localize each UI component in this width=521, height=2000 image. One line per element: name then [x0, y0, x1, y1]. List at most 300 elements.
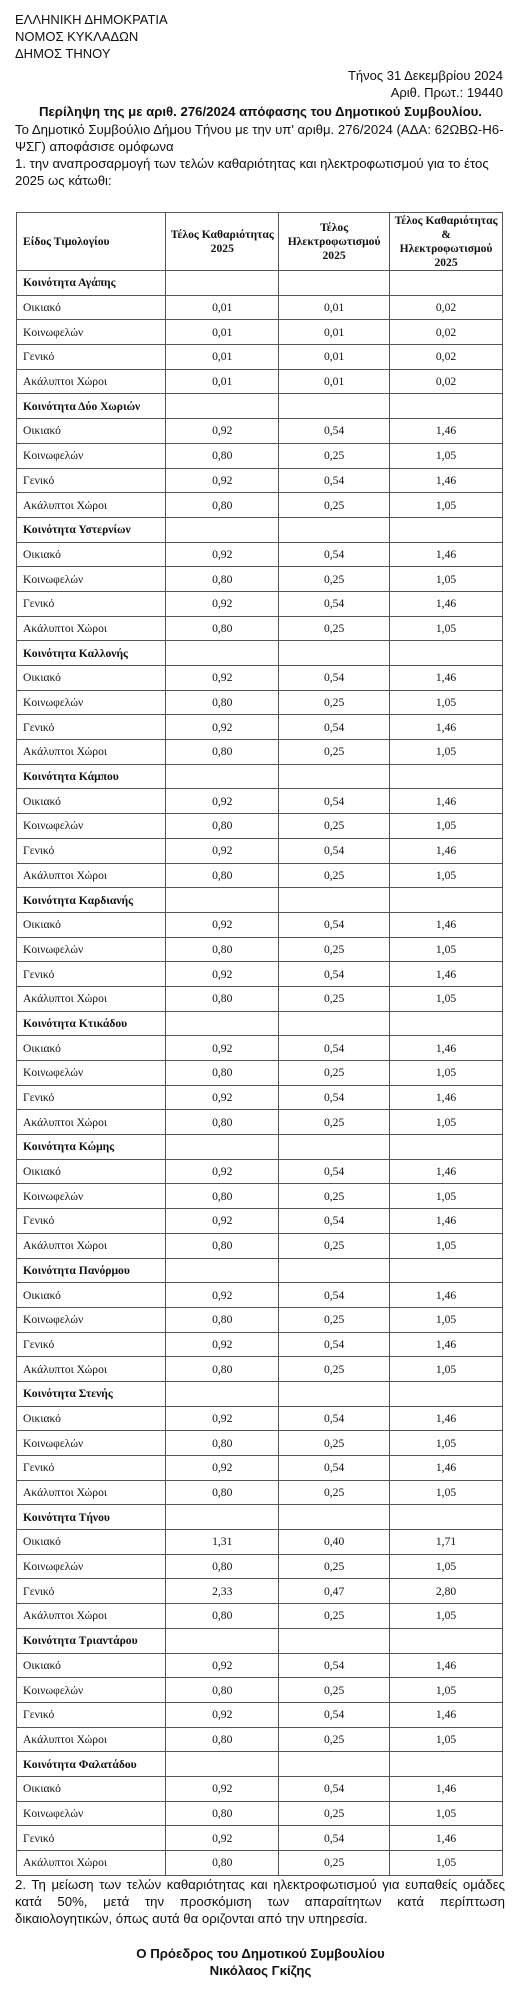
table-row [17, 740, 503, 765]
cleaning-fee-cell: 0,01 [166, 345, 279, 370]
table-row [17, 962, 503, 987]
cleaning-fee-cell: 0,80 [166, 937, 279, 962]
tariff-type-cell: Ακάλυπτοι Χώροι [17, 740, 166, 765]
empty-cell [390, 517, 503, 542]
combined-fee-cell: 1,46 [390, 1456, 503, 1481]
empty-cell [166, 1628, 279, 1653]
lighting-fee-cell: 0,25 [279, 1851, 390, 1876]
combined-fee-cell: 1,46 [390, 1159, 503, 1184]
combined-fee-cell: 1,46 [390, 1283, 503, 1308]
signature-block [0, 1945, 521, 1979]
empty-cell [166, 1752, 279, 1777]
table-row [17, 1209, 503, 1234]
combined-fee-cell: 1,46 [390, 1653, 503, 1678]
cleaning-fee-cell: 0,80 [166, 616, 279, 641]
community-group-row [17, 1628, 503, 1653]
signatory-name: Νικόλαος Γκίζης [209, 1963, 312, 1978]
community-name: Κοινότητα Πανόρμου [17, 1258, 166, 1283]
community-name: Κοινότητα Κώμης [17, 1135, 166, 1160]
table-row [17, 1604, 503, 1629]
cleaning-fee-cell: 1,31 [166, 1530, 279, 1555]
cleaning-fee-cell: 0,92 [166, 715, 279, 740]
tariff-type-cell: Γενικό [17, 1702, 166, 1727]
table-row [17, 666, 503, 691]
cleaning-fee-cell: 0,80 [166, 690, 279, 715]
community-group-row [17, 394, 503, 419]
combined-fee-cell: 1,05 [390, 690, 503, 715]
lighting-fee-cell: 0,54 [279, 962, 390, 987]
lighting-fee-cell: 0,54 [279, 1036, 390, 1061]
community-name: Κοινότητα Στενής [17, 1381, 166, 1406]
tariff-type-cell: Κοινωφελών [17, 1678, 166, 1703]
header-lighting-fee: Τέλος Ηλεκτροφωτισμού 2025 [279, 213, 390, 271]
empty-cell [390, 1628, 503, 1653]
lighting-fee-cell: 0,25 [279, 443, 390, 468]
tariff-type-cell: Ακάλυπτοι Χώροι [17, 1233, 166, 1258]
table-row [17, 1110, 503, 1135]
lighting-fee-cell: 0,54 [279, 1159, 390, 1184]
empty-cell [279, 641, 390, 666]
combined-fee-cell: 1,05 [390, 937, 503, 962]
empty-cell [390, 1135, 503, 1160]
community-group-row [17, 1135, 503, 1160]
combined-fee-cell: 1,05 [390, 1110, 503, 1135]
combined-fee-cell: 1,46 [390, 542, 503, 567]
combined-fee-cell: 1,05 [390, 1061, 503, 1086]
table-row [17, 1036, 503, 1061]
cleaning-fee-cell: 0,80 [166, 1233, 279, 1258]
tariff-type-cell: Γενικό [17, 1579, 166, 1604]
community-name: Κοινότητα Υστερνίων [17, 517, 166, 542]
empty-cell [390, 764, 503, 789]
lighting-fee-cell: 0,54 [279, 1456, 390, 1481]
community-name: Κοινότητα Τήνου [17, 1505, 166, 1530]
empty-cell [166, 1505, 279, 1530]
intro-paragraph: Το Δημοτικό Συμβούλιο Δήμου Τήνου με την υπ' αριθμ. 276/2024 (ΑΔΑ: 62ΩΒΩ-Η6-ΨΣΓ) αποφάσισε ομόφωνα [15, 122, 504, 154]
cleaning-fee-cell: 0,92 [166, 1159, 279, 1184]
cleaning-fee-cell: 0,92 [166, 838, 279, 863]
table-row [17, 1159, 503, 1184]
cleaning-fee-cell: 0,80 [166, 1480, 279, 1505]
tariff-type-cell: Κοινωφελών [17, 690, 166, 715]
tariff-type-cell: Οικιακό [17, 1653, 166, 1678]
tariff-type-cell: Οικιακό [17, 666, 166, 691]
table-row [17, 419, 503, 444]
combined-fee-cell: 1,46 [390, 962, 503, 987]
empty-cell [166, 271, 279, 296]
cleaning-fee-cell: 0,92 [166, 1702, 279, 1727]
tariff-type-cell: Γενικό [17, 1456, 166, 1481]
empty-cell [279, 1752, 390, 1777]
combined-fee-cell: 1,05 [390, 1431, 503, 1456]
community-name: Κοινότητα Καρδιανής [17, 888, 166, 913]
community-name: Κοινότητα Κάμπου [17, 764, 166, 789]
empty-cell [390, 1258, 503, 1283]
tariff-type-cell: Ακάλυπτοι Χώροι [17, 493, 166, 518]
tariff-type-cell: Κοινωφελών [17, 1307, 166, 1332]
empty-cell [390, 1505, 503, 1530]
lighting-fee-cell: 0,54 [279, 1653, 390, 1678]
empty-cell [166, 517, 279, 542]
empty-cell [390, 888, 503, 913]
table-row [17, 369, 503, 394]
lighting-fee-cell: 0,54 [279, 715, 390, 740]
tariff-type-cell: Οικιακό [17, 1776, 166, 1801]
cleaning-fee-cell: 0,80 [166, 1554, 279, 1579]
empty-cell [166, 1258, 279, 1283]
community-name: Κοινότητα Δύο Χωριών [17, 394, 166, 419]
lighting-fee-cell: 0,40 [279, 1530, 390, 1555]
lighting-fee-cell: 0,25 [279, 1233, 390, 1258]
lighting-fee-cell: 0,25 [279, 814, 390, 839]
cleaning-fee-cell: 0,92 [166, 468, 279, 493]
fees-table-body [17, 271, 503, 1876]
combined-fee-cell: 1,46 [390, 591, 503, 616]
empty-cell [166, 641, 279, 666]
cleaning-fee-cell: 0,92 [166, 1209, 279, 1234]
table-row [17, 715, 503, 740]
community-group-row [17, 888, 503, 913]
cleaning-fee-cell: 0,92 [166, 1456, 279, 1481]
combined-fee-cell: 1,46 [390, 1036, 503, 1061]
combined-fee-cell: 1,05 [390, 1480, 503, 1505]
combined-fee-cell: 0,02 [390, 345, 503, 370]
table-row [17, 986, 503, 1011]
combined-fee-cell: 1,05 [390, 1184, 503, 1209]
cleaning-fee-cell: 0,80 [166, 814, 279, 839]
tariff-type-cell: Ακάλυπτοι Χώροι [17, 1727, 166, 1752]
combined-fee-cell: 1,05 [390, 567, 503, 592]
table-row [17, 1456, 503, 1481]
tariff-type-cell: Οικιακό [17, 789, 166, 814]
cleaning-fee-cell: 0,92 [166, 591, 279, 616]
header-cleaning-fee: Τέλος Καθαριότητας 2025 [166, 213, 279, 271]
community-name: Κοινότητα Αγάπης [17, 271, 166, 296]
empty-cell [390, 271, 503, 296]
table-row [17, 567, 503, 592]
lighting-fee-cell: 0,54 [279, 838, 390, 863]
community-name: Κοινότητα Τριαντάρου [17, 1628, 166, 1653]
tariff-type-cell: Γενικό [17, 1332, 166, 1357]
tariff-type-cell: Κοινωφελών [17, 1801, 166, 1826]
empty-cell [166, 1381, 279, 1406]
tariff-type-cell: Οικιακό [17, 295, 166, 320]
empty-cell [390, 1381, 503, 1406]
cleaning-fee-cell: 0,80 [166, 1678, 279, 1703]
table-row [17, 542, 503, 567]
table-row [17, 1283, 503, 1308]
lighting-fee-cell: 0,01 [279, 345, 390, 370]
lighting-fee-cell: 0,25 [279, 690, 390, 715]
cleaning-fee-cell: 0,92 [166, 419, 279, 444]
combined-fee-cell: 1,05 [390, 1307, 503, 1332]
tariff-type-cell: Γενικό [17, 1826, 166, 1851]
cleaning-fee-cell: 0,92 [166, 962, 279, 987]
combined-fee-cell: 1,46 [390, 912, 503, 937]
combined-fee-cell: 1,46 [390, 1702, 503, 1727]
cleaning-fee-cell: 0,80 [166, 567, 279, 592]
empty-cell [279, 1628, 390, 1653]
fees-table [16, 212, 503, 1876]
community-group-row [17, 764, 503, 789]
combined-fee-cell: 1,05 [390, 443, 503, 468]
community-group-row [17, 1258, 503, 1283]
header-combined-fee: Τέλος Καθαριότητας & Ηλεκτροφωτισμού 2025 [390, 213, 503, 271]
combined-fee-cell: 1,05 [390, 1554, 503, 1579]
lighting-fee-cell: 0,25 [279, 493, 390, 518]
lighting-fee-cell: 0,54 [279, 789, 390, 814]
lighting-fee-cell: 0,25 [279, 1480, 390, 1505]
community-name: Κοινότητα Φαλατάδου [17, 1752, 166, 1777]
empty-cell [390, 641, 503, 666]
lighting-fee-cell: 0,54 [279, 542, 390, 567]
cleaning-fee-cell: 0,80 [166, 1110, 279, 1135]
combined-fee-cell: 1,46 [390, 666, 503, 691]
lighting-fee-cell: 0,25 [279, 1357, 390, 1382]
combined-fee-cell: 1,05 [390, 986, 503, 1011]
table-row [17, 1826, 503, 1851]
cleaning-fee-cell: 0,92 [166, 789, 279, 814]
table-row [17, 493, 503, 518]
table-row [17, 320, 503, 345]
combined-fee-cell: 1,05 [390, 740, 503, 765]
lighting-fee-cell: 0,54 [279, 666, 390, 691]
cleaning-fee-cell: 0,80 [166, 1431, 279, 1456]
combined-fee-cell: 1,05 [390, 1357, 503, 1382]
cleaning-fee-cell: 0,80 [166, 1307, 279, 1332]
table-row [17, 1184, 503, 1209]
header-line-country: ΕΛΛΗΝΙΚΗ ΔΗΜΟΚΡΑΤΙΑ [15, 12, 168, 27]
table-row [17, 814, 503, 839]
combined-fee-cell: 1,46 [390, 1085, 503, 1110]
combined-fee-cell: 1,71 [390, 1530, 503, 1555]
cleaning-fee-cell: 0,80 [166, 863, 279, 888]
tariff-type-cell: Οικιακό [17, 1159, 166, 1184]
community-group-row [17, 1752, 503, 1777]
table-row [17, 1085, 503, 1110]
community-group-row [17, 271, 503, 296]
table-row [17, 1727, 503, 1752]
table-row [17, 1061, 503, 1086]
lighting-fee-cell: 0,47 [279, 1579, 390, 1604]
empty-cell [279, 1135, 390, 1160]
header-line-prefecture: ΝΟΜΟΣ ΚΥΚΛΑΔΩΝ [15, 29, 139, 44]
tariff-type-cell: Οικιακό [17, 912, 166, 937]
lighting-fee-cell: 0,25 [279, 567, 390, 592]
table-row [17, 443, 503, 468]
lighting-fee-cell: 0,25 [279, 740, 390, 765]
tariff-type-cell: Οικιακό [17, 1283, 166, 1308]
lighting-fee-cell: 0,25 [279, 1801, 390, 1826]
cleaning-fee-cell: 0,92 [166, 666, 279, 691]
community-group-row [17, 517, 503, 542]
cleaning-fee-cell: 0,92 [166, 1283, 279, 1308]
tariff-type-cell: Οικιακό [17, 1530, 166, 1555]
lighting-fee-cell: 0,25 [279, 863, 390, 888]
empty-cell [279, 517, 390, 542]
lighting-fee-cell: 0,54 [279, 1283, 390, 1308]
table-row [17, 1702, 503, 1727]
lighting-fee-cell: 0,54 [279, 1085, 390, 1110]
lighting-fee-cell: 0,25 [279, 1307, 390, 1332]
community-group-row [17, 1505, 503, 1530]
table-row [17, 1776, 503, 1801]
tariff-type-cell: Γενικό [17, 1085, 166, 1110]
table-row [17, 1579, 503, 1604]
lighting-fee-cell: 0,54 [279, 1776, 390, 1801]
empty-cell [279, 1381, 390, 1406]
combined-fee-cell: 1,46 [390, 1776, 503, 1801]
empty-cell [166, 1135, 279, 1160]
lighting-fee-cell: 0,25 [279, 986, 390, 1011]
combined-fee-cell: 1,05 [390, 863, 503, 888]
decision-item-2: 2. Τη μείωση των τελών καθαριότητας και ηλεκτροφωτισμού για ευπαθείς ομάδες κατά 50%, μετά την προσκόμιση των απαραίτητων κατά περίπτωση δικαιολογητικών, όπως αυτά θα οριζονται από την υπηρεσία. [15, 1877, 505, 1926]
tariff-type-cell: Οικιακό [17, 1036, 166, 1061]
combined-fee-cell: 1,05 [390, 814, 503, 839]
issuer-header [15, 11, 168, 62]
decision-intro [15, 121, 505, 189]
empty-cell [166, 764, 279, 789]
combined-fee-cell: 2,80 [390, 1579, 503, 1604]
combined-fee-cell: 1,46 [390, 1826, 503, 1851]
cleaning-fee-cell: 0,92 [166, 912, 279, 937]
cleaning-fee-cell: 0,80 [166, 740, 279, 765]
lighting-fee-cell: 0,01 [279, 369, 390, 394]
table-row [17, 789, 503, 814]
table-row [17, 863, 503, 888]
tariff-type-cell: Κοινωφελών [17, 814, 166, 839]
empty-cell [390, 1752, 503, 1777]
table-row [17, 1357, 503, 1382]
cleaning-fee-cell: 0,92 [166, 1085, 279, 1110]
cleaning-fee-cell: 0,92 [166, 1776, 279, 1801]
cleaning-fee-cell: 0,80 [166, 1184, 279, 1209]
cleaning-fee-cell: 0,92 [166, 1826, 279, 1851]
table-row [17, 345, 503, 370]
community-name: Κοινότητα Καλλονής [17, 641, 166, 666]
table-row [17, 1801, 503, 1826]
tariff-type-cell: Ακάλυπτοι Χώροι [17, 1480, 166, 1505]
combined-fee-cell: 0,02 [390, 369, 503, 394]
table-row [17, 1653, 503, 1678]
cleaning-fee-cell: 0,80 [166, 1851, 279, 1876]
combined-fee-cell: 1,46 [390, 1332, 503, 1357]
empty-cell [279, 1505, 390, 1530]
combined-fee-cell: 1,46 [390, 419, 503, 444]
combined-fee-cell: 1,05 [390, 1801, 503, 1826]
cleaning-fee-cell: 0,80 [166, 493, 279, 518]
tariff-type-cell: Γενικό [17, 468, 166, 493]
signatory-role: Ο Πρόεδρος του Δημοτικού Συμβουλίου [136, 1946, 385, 1961]
table-row [17, 591, 503, 616]
combined-fee-cell: 1,46 [390, 468, 503, 493]
lighting-fee-cell: 0,54 [279, 419, 390, 444]
tariff-type-cell: Γενικό [17, 838, 166, 863]
table-row [17, 1332, 503, 1357]
cleaning-fee-cell: 0,92 [166, 1332, 279, 1357]
document-meta [348, 67, 503, 101]
empty-cell [166, 1011, 279, 1036]
combined-fee-cell: 1,05 [390, 1604, 503, 1629]
tariff-type-cell: Ακάλυπτοι Χώροι [17, 369, 166, 394]
cleaning-fee-cell: 0,92 [166, 542, 279, 567]
lighting-fee-cell: 0,25 [279, 1554, 390, 1579]
empty-cell [390, 1011, 503, 1036]
tariff-type-cell: Ακάλυπτοι Χώροι [17, 616, 166, 641]
combined-fee-cell: 1,46 [390, 1406, 503, 1431]
lighting-fee-cell: 0,25 [279, 1061, 390, 1086]
empty-cell [279, 271, 390, 296]
tariff-type-cell: Κοινωφελών [17, 320, 166, 345]
table-row [17, 1554, 503, 1579]
tariff-type-cell: Ακάλυπτοι Χώροι [17, 986, 166, 1011]
combined-fee-cell: 1,46 [390, 715, 503, 740]
table-row [17, 1406, 503, 1431]
lighting-fee-cell: 0,25 [279, 616, 390, 641]
cleaning-fee-cell: 0,92 [166, 1036, 279, 1061]
table-row [17, 690, 503, 715]
tariff-type-cell: Οικιακό [17, 1406, 166, 1431]
table-row [17, 1851, 503, 1876]
tariff-type-cell: Ακάλυπτοι Χώροι [17, 1604, 166, 1629]
cleaning-fee-cell: 0,80 [166, 1357, 279, 1382]
tariff-type-cell: Κοινωφελών [17, 567, 166, 592]
table-row [17, 1307, 503, 1332]
tariff-type-cell: Οικιακό [17, 419, 166, 444]
table-row [17, 912, 503, 937]
combined-fee-cell: 0,02 [390, 295, 503, 320]
table-row [17, 1480, 503, 1505]
table-row [17, 1678, 503, 1703]
decision-footer [15, 1876, 505, 1927]
combined-fee-cell: 1,05 [390, 1851, 503, 1876]
tariff-type-cell: Οικιακό [17, 542, 166, 567]
lighting-fee-cell: 0,25 [279, 937, 390, 962]
cleaning-fee-cell: 0,80 [166, 443, 279, 468]
combined-fee-cell: 1,05 [390, 493, 503, 518]
lighting-fee-cell: 0,25 [279, 1678, 390, 1703]
tariff-type-cell: Ακάλυπτοι Χώροι [17, 1851, 166, 1876]
cleaning-fee-cell: 0,92 [166, 1406, 279, 1431]
lighting-fee-cell: 0,54 [279, 468, 390, 493]
cleaning-fee-cell: 0,80 [166, 1801, 279, 1826]
empty-cell [279, 888, 390, 913]
lighting-fee-cell: 0,01 [279, 295, 390, 320]
lighting-fee-cell: 0,54 [279, 1332, 390, 1357]
lighting-fee-cell: 0,25 [279, 1184, 390, 1209]
combined-fee-cell: 1,46 [390, 789, 503, 814]
tariff-type-cell: Κοινωφελών [17, 443, 166, 468]
cleaning-fee-cell: 0,80 [166, 1061, 279, 1086]
tariff-type-cell: Γενικό [17, 1209, 166, 1234]
table-header-row [17, 213, 503, 271]
tariff-type-cell: Κοινωφελών [17, 1431, 166, 1456]
cleaning-fee-cell: 0,01 [166, 295, 279, 320]
cleaning-fee-cell: 0,01 [166, 369, 279, 394]
tariff-type-cell: Γενικό [17, 962, 166, 987]
lighting-fee-cell: 0,25 [279, 1604, 390, 1629]
header-line-municipality: ΔΗΜΟΣ ΤΗΝΟΥ [15, 46, 111, 61]
cleaning-fee-cell: 0,80 [166, 986, 279, 1011]
table-row [17, 838, 503, 863]
lighting-fee-cell: 0,54 [279, 1826, 390, 1851]
empty-cell [390, 394, 503, 419]
tariff-type-cell: Γενικό [17, 591, 166, 616]
empty-cell [166, 888, 279, 913]
lighting-fee-cell: 0,25 [279, 1727, 390, 1752]
lighting-fee-cell: 0,25 [279, 1110, 390, 1135]
decision-item-1: 1. την αναπροσαρμογή των τελών καθαριότητας και ηλεκτροφωτισμού για το έτος 2025 ως κάτωθι: [15, 156, 489, 188]
